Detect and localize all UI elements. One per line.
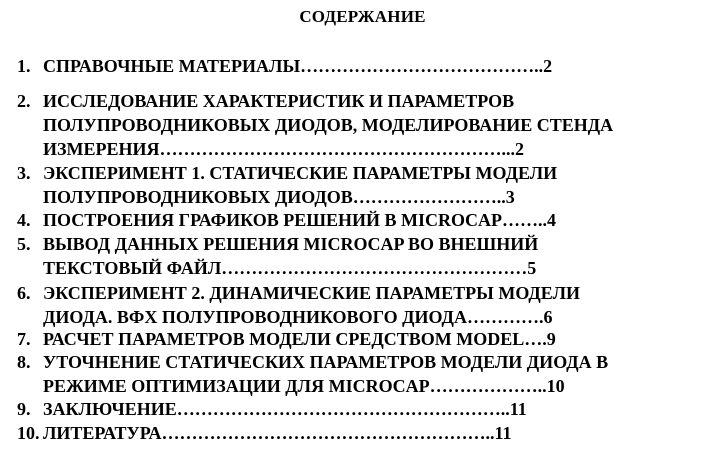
toc-entry-text: СПРАВОЧНЫЕ МАТЕРИАЛЫ…………………………………..2	[43, 56, 553, 76]
toc-entry-text: ПОЛУПРОВОДНИКОВЫХ ДИОДОВ……………………..3	[43, 187, 515, 207]
document-title: СОДЕРЖАНИЕ	[299, 7, 426, 26]
toc-entry-number: 5.	[17, 234, 31, 254]
toc-entry-text: ВЫВОД ДАННЫХ РЕШЕНИЯ MICROCAP ВО ВНЕШНИЙ	[43, 234, 539, 254]
toc-entry-text: ЭКСПЕРИМЕНТ 2. ДИНАМИЧЕСКИЕ ПАРАМЕТРЫ МОДЕЛИ	[43, 283, 580, 303]
toc-entry-number: 4.	[17, 210, 31, 230]
toc-entry-number: 3.	[17, 163, 31, 183]
toc-entry-text: РАСЧЕТ ПАРАМЕТРОВ МОДЕЛИ СРЕДСТВОМ MODEL….9	[43, 329, 556, 349]
toc-entry-number: 8.	[17, 352, 31, 372]
toc-entry-text: ПОСТРОЕНИЯ ГРАФИКОВ РЕШЕНИЙ В MICROCAP……..4	[43, 210, 556, 230]
toc-entry-text: ЗАКЛЮЧЕНИЕ………………………………………………..11	[43, 399, 527, 419]
toc-entry-text: УТОЧНЕНИЕ СТАТИЧЕСКИХ ПАРАМЕТРОВ МОДЕЛИ ДИОДА В	[43, 352, 609, 372]
toc-entry-number: 9.	[17, 399, 31, 419]
toc-entry-number: 2.	[17, 91, 31, 111]
toc-entry-text: ТЕКСТОВЫЙ ФАЙЛ……………………………………………5	[43, 258, 537, 278]
toc-entry-text: ДИОДА. ВФХ ПОЛУПРОВОДНИКОВОГО ДИОДА………….6	[43, 307, 553, 327]
toc-entry-text: ИССЛЕДОВАНИЕ ХАРАКТЕРИСТИК И ПАРАМЕТРОВ	[43, 91, 515, 111]
toc-entry-text: ИЗМЕРЕНИЯ…………………………………………………...2	[43, 139, 524, 159]
toc-entry-number: 10.	[17, 423, 40, 443]
toc-entry-number: 1.	[17, 56, 31, 76]
toc-entry-text: ПОЛУПРОВОДНИКОВЫХ ДИОДОВ, МОДЕЛИРОВАНИЕ СТЕНДА	[43, 115, 614, 135]
toc-entry-number: 7.	[17, 329, 31, 349]
toc-entry-text: ЭКСПЕРИМЕНТ 1. СТАТИЧЕСКИЕ ПАРАМЕТРЫ МОДЕЛИ	[43, 163, 558, 183]
toc-entry-number: 6.	[17, 283, 31, 303]
toc-entry-text: ЛИТЕРАТУРА………………………………………………..11	[43, 423, 512, 443]
toc-entry-text: РЕЖИМЕ ОПТИМИЗАЦИИ ДЛЯ MICROCAP………………..10	[43, 376, 565, 396]
